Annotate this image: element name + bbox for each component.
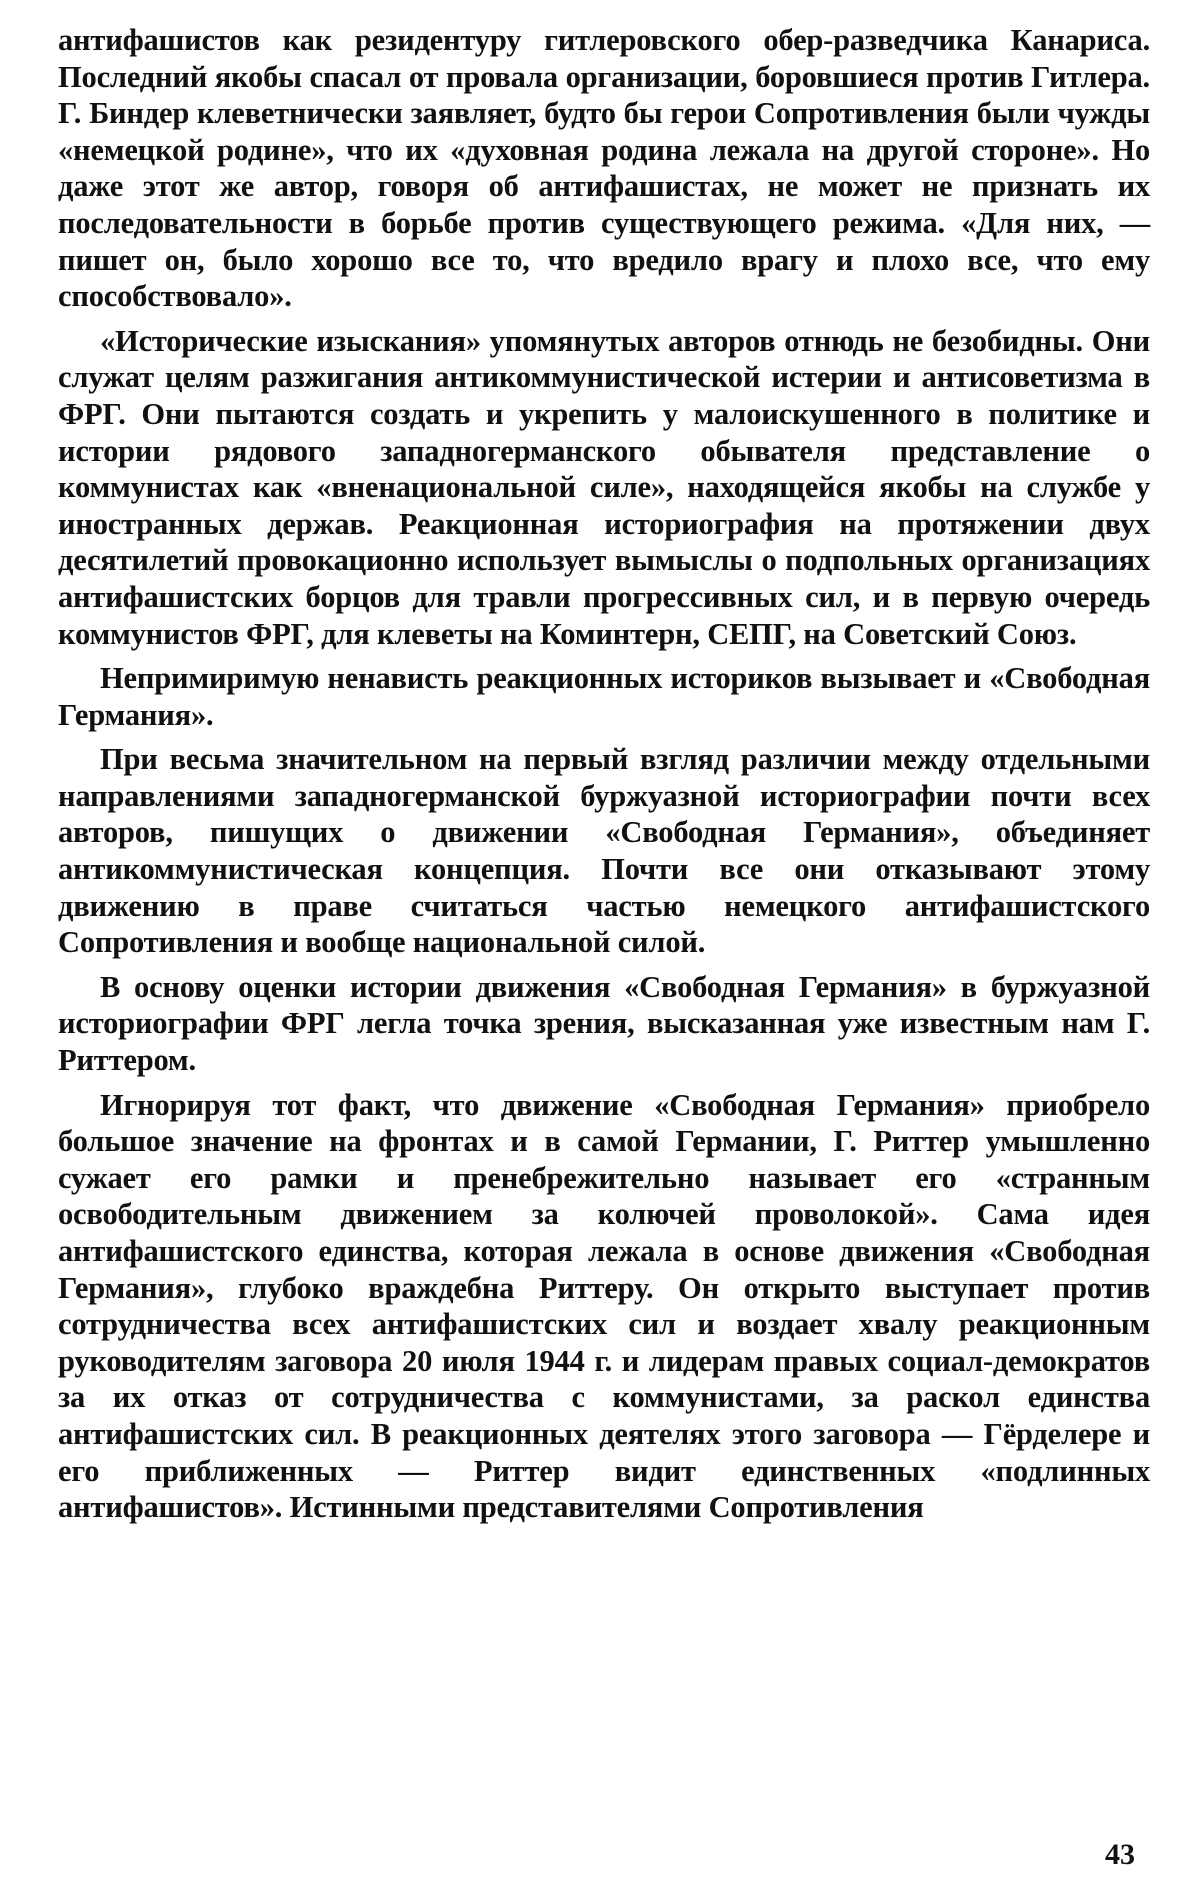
paragraph-2: «Исторические изыскания» упомянутых авторов отнюдь не безобидны. Они служат целям разжигания антикоммунистической истерии и антисоветизма в ФРГ. Они пытаются создать и укрепить у малоискушенного в политике и истории рядового западногерманского обывателя представление о коммунистах как «вненациональной силе», находящейся якобы на службе у иностранных держав. Реакционная историография на протяжении двух десятилетий провокационно использует вымыслы о подпольных организациях антифашистских борцов для травли прогрессивных сил, и в первую очередь коммунистов ФРГ, для клеветы на Коминтерн, СЕПГ, на Советский Союз. <box>58 323 1150 651</box>
body-text <box>58 22 1150 1534</box>
page-number: 43 <box>1105 1838 1135 1871</box>
paragraph-6: Игнорируя тот факт, что движение «Свободная Германия» приобрело большое значение на фронтах и в самой Германии, Г. Риттер умышленно сужает его рамки и пренебрежительно называет его «странным освободительным движением за колючей проволокой». Сама идея антифашистского единства, которая лежала в основе движения «Свободная Германия», глубоко враждебна Риттеру. Он открыто выступает против сотрудничества всех антифашистских сил и воздает хвалу реакционным руководителям заговора 20 июля 1944 г. и лидерам правых социал-демократов за их отказ от сотрудничества с коммунистами, за раскол единства антифашистских сил. В реакционных деятелях этого заговора — Гёрделере и его приближенных — Риттер видит единственных «подлинных антифашистов». Истинными представителями Сопротивления <box>58 1087 1150 1525</box>
paragraph-3: Непримиримую ненависть реакционных историков вызывает и «Свободная Германия». <box>58 661 1150 732</box>
paragraph-1: антифашистов как резидентуру гитлеровского обер-разведчика Канариса. Последний якобы спасал от провала организации, боровшиеся против Гитлера. Г. Биндер клеветнически заявляет, будто бы герои Сопротивления были чужды «немецкой родине», что их «духовная родина лежала на другой стороне». Но даже этот же автор, говоря об антифашистах, не может не признать их последовательности в борьбе против существующего режима. «Для них, — пишет он, было хорошо все то, что вредило врагу и плохо все, что ему способствовало». <box>58 23 1150 314</box>
paragraph-4: При весьма значительном на первый взгляд различии между отдельными направлениями западногерманской буржуазной историографии почти всех авторов, пишущих о движении «Свободная Германия», объединяет антикоммунистическая концепция. Почти все они отказывают этому движению в праве считаться частью немецкого антифашистского Сопротивления и вообще национальной силой. <box>58 742 1150 960</box>
paragraph-5: В основу оценки истории движения «Свободная Германия» в буржуазной историографии ФРГ легла точка зрения, высказанная уже известным нам Г. Риттером. <box>58 969 1150 1078</box>
